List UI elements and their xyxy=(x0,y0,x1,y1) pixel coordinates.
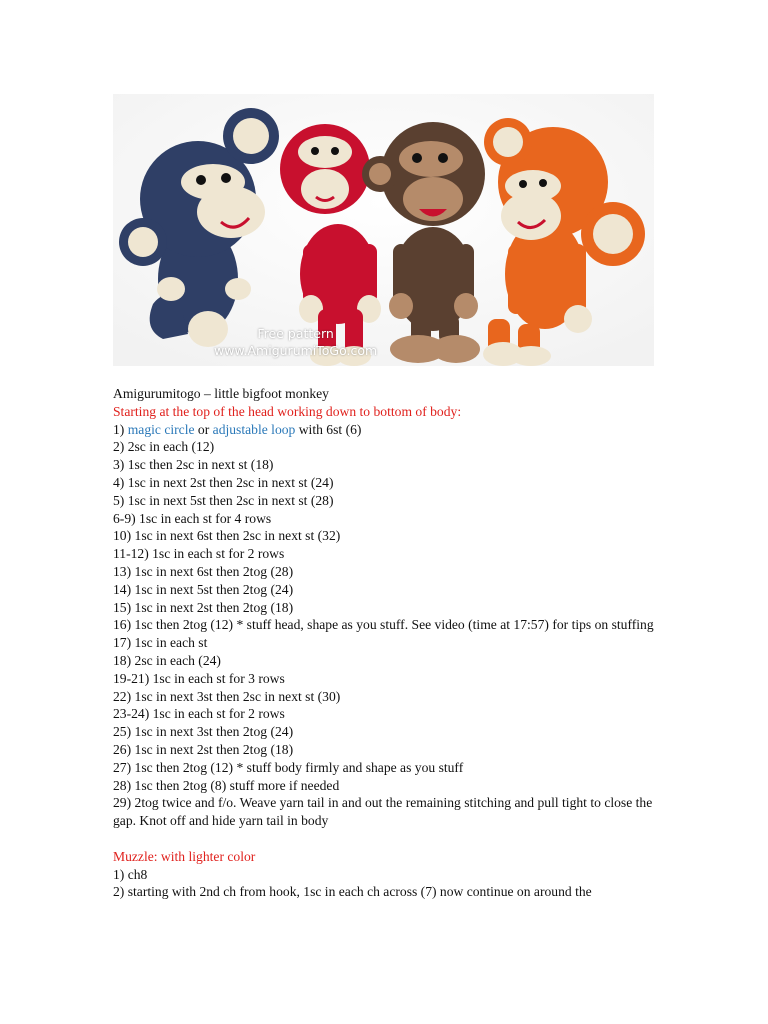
pattern-row: 18) 2sc in each (24) xyxy=(113,652,221,668)
pattern-row: 25) 1sc in next 3st then 2tog (24) xyxy=(113,724,294,740)
pattern-row: 11-12) 1sc in each st for 2 rows xyxy=(113,546,285,562)
muzzle-row: 1) ch8 xyxy=(113,866,148,882)
section-intro: Starting at the top of the head working down to bottom of body: xyxy=(113,403,462,419)
pattern-row: 6-9) 1sc in each st for 4 rows xyxy=(113,510,272,526)
paragraph-gap xyxy=(113,830,673,848)
pattern-row: 15) 1sc in next 2st then 2tog (18) xyxy=(113,599,294,615)
pattern-row: 10) 1sc in next 6st then 2sc in next st (32) xyxy=(113,528,341,544)
adjustable-loop-link[interactable]: adjustable loop xyxy=(212,421,296,437)
pattern-row: 29) 2tog twice and f/o. Weave yarn tail in and out the remaining stitching and pull tight to close the gap. Knot off and hide yarn tail in body xyxy=(113,795,653,829)
pattern-row: 22) 1sc in next 3st then 2sc in next st (30) xyxy=(113,688,341,704)
pattern-row: 5) 1sc in next 5st then 2sc in next st (28) xyxy=(113,492,334,508)
pattern-row: 4) 1sc in next 2st then 2sc in next st (24) xyxy=(113,474,334,490)
pattern-row: 19-21) 1sc in each st for 3 rows xyxy=(113,670,285,686)
pattern-row: 27) 1sc then 2tog (12) * stuff body firmly and shape as you stuff xyxy=(113,759,464,775)
monkey-photo xyxy=(113,94,654,366)
magic-circle-link[interactable]: magic circle xyxy=(127,421,195,437)
row1-suffix: with 6st (6) xyxy=(295,421,362,437)
muzzle-row: 2) starting with 2nd ch from hook, 1sc in each ch across (7) now continue on around the xyxy=(113,884,592,900)
pattern-row: 26) 1sc in next 2st then 2tog (18) xyxy=(113,741,294,757)
caption-line-2: www.AmigurumiToGo.com xyxy=(214,343,378,358)
pattern-row: 14) 1sc in next 5st then 2tog (24) xyxy=(113,581,294,597)
pattern-row-1 xyxy=(113,421,673,439)
pattern-row: 28) 1sc then 2tog (8) stuff more if needed xyxy=(113,777,340,793)
pattern-row: 16) 1sc then 2tog (12) * stuff head, shape as you stuff. See video (time at 17:57) for tips on stuffing xyxy=(113,617,654,633)
row1-prefix: 1) xyxy=(113,421,128,437)
muzzle-heading: Muzzle: with lighter color xyxy=(113,848,256,864)
pattern-row: 3) 1sc then 2sc in next st (18) xyxy=(113,457,274,473)
row1-mid: or xyxy=(194,421,213,437)
pattern-title: Amigurumitogo – little bigfoot monkey xyxy=(113,386,329,401)
pattern-row: 23-24) 1sc in each st for 2 rows xyxy=(113,706,285,722)
monkeys-illustration xyxy=(113,94,654,366)
pattern-row: 13) 1sc in next 6st then 2tog (28) xyxy=(113,563,294,579)
pattern-text xyxy=(113,385,673,901)
pattern-row: 2) 2sc in each (12) xyxy=(113,439,215,455)
pattern-row: 17) 1sc in each st xyxy=(113,635,208,651)
caption-line-1: Free pattern xyxy=(257,326,334,341)
photo-caption xyxy=(214,325,377,359)
